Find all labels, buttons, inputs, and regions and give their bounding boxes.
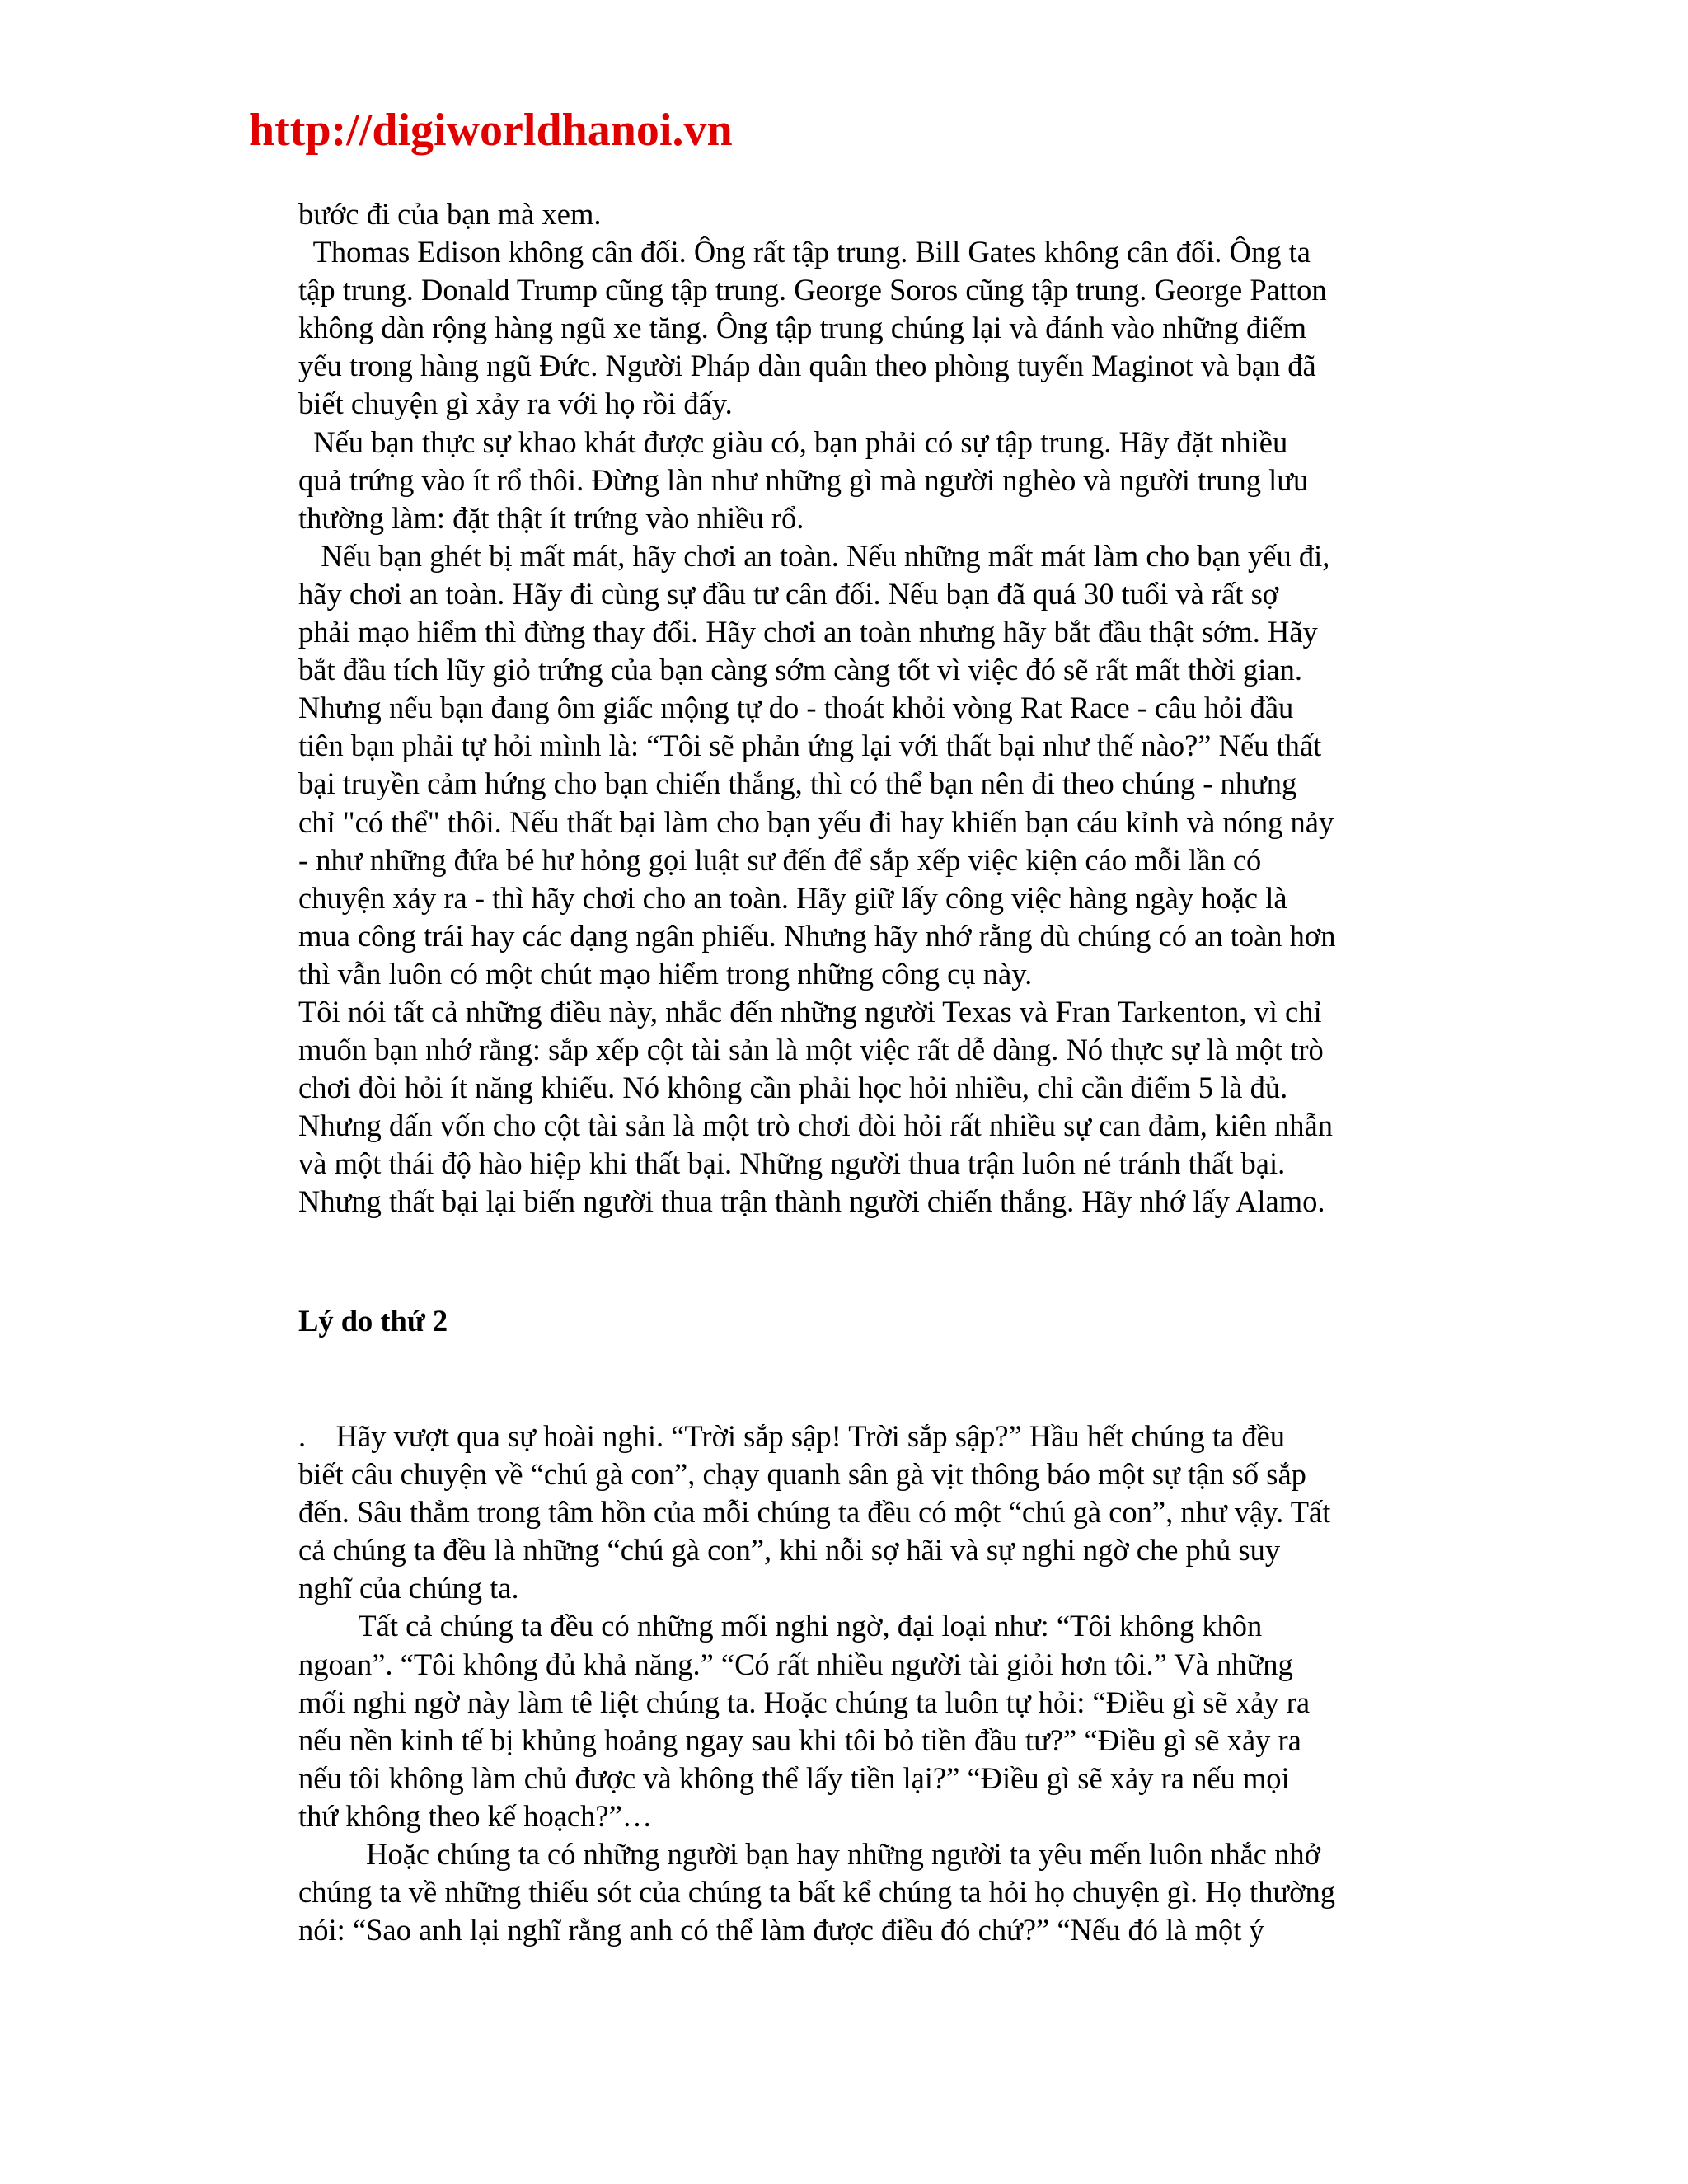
text-line: Nhưng thất bại lại biến người thua trận thành người chiến thắng. Hãy nhớ lấy Alamo.: [298, 1184, 1325, 1219]
text-line: quả trứng vào ít rổ thôi. Đừng làn như những gì mà người nghèo và người trung lưu: [298, 462, 1309, 497]
text-line: nếu nền kinh tế bị khủng hoảng ngay sau khi tôi bỏ tiền đầu tư?” “Điều gì sẽ xảy ra: [298, 1722, 1301, 1757]
section-2-body: [298, 1418, 1448, 1949]
text-line: Nếu bạn ghét bị mất mát, hãy chơi an toàn. Nếu những mất mát làm cho bạn yếu đi,: [298, 538, 1330, 573]
text-line: bại truyền cảm hứng cho bạn chiến thắng, thì có thể bạn nên đi theo chúng - nhưng: [298, 766, 1297, 801]
text-line: tập trung. Donald Trump cũng tập trung. George Soros cũng tập trung. George Patton: [298, 273, 1327, 307]
text-line: mua công trái hay các dạng ngân phiếu. Nhưng hãy nhớ rằng dù chúng có an toàn hơn: [298, 918, 1336, 953]
text-line: thứ không theo kế hoạch?”…: [298, 1798, 653, 1833]
text-line: nói: “Sao anh lại nghĩ rằng anh có thể làm được điều đó chứ?” “Nếu đó là một ý: [298, 1913, 1264, 1947]
text-line: hãy chơi an toàn. Hãy đi cùng sự đầu tư cân đối. Nếu bạn đã quá 30 tuổi và rất sợ: [298, 576, 1279, 611]
text-line: cả chúng ta đều là những “chú gà con”, khi nỗi sợ hãi và sự nghi ngờ che phủ suy: [298, 1533, 1281, 1568]
text-line: thì vẫn luôn có một chút mạo hiểm trong những công cụ này.: [298, 956, 1033, 991]
text-line: chơi đòi hỏi ít năng khiếu. Nó không cần phải học hỏi nhiều, chỉ cần điểm 5 là đủ.: [298, 1071, 1288, 1105]
text-line: phải mạo hiểm thì đừng thay đổi. Hãy chơi an toàn nhưng hãy bắt đầu thật sớm. Hãy: [298, 615, 1318, 649]
text-line: biết chuyện gì xảy ra với họ rồi đấy.: [298, 387, 733, 421]
header-url: http://digiworldhanoi.vn: [249, 105, 733, 156]
text-line: nghĩ của chúng ta.: [298, 1571, 519, 1605]
text-line: Tôi nói tất cả những điều này, nhắc đến những người Texas và Fran Tarkenton, vì chỉ: [298, 994, 1322, 1029]
text-line: Nếu bạn thực sự khao khát được giàu có, bạn phải có sự tập trung. Hãy đặt nhiều: [298, 424, 1288, 459]
section-1-body: [298, 195, 1448, 1221]
text-line: thường làm: đặt thật ít trứng vào nhiều rổ.: [298, 500, 804, 535]
text-line: . Hãy vượt qua sự hoài nghi. “Trời sắp sập! Trời sắp sập?” Hầu hết chúng ta đều: [298, 1419, 1286, 1453]
text-line: đến. Sâu thẳm trong tâm hồn của mỗi chúng ta đều có một “chú gà con”, như vậy. Tất: [298, 1495, 1331, 1530]
text-line: và một thái độ hào hiệp khi thất bại. Những người thua trận luôn né tránh thất bại.: [298, 1146, 1286, 1181]
text-line: bước đi của bạn mà xem.: [298, 197, 602, 231]
text-line: biết câu chuyện về “chú gà con”, chạy quanh sân gà vịt thông báo một sự tận số sắp: [298, 1457, 1306, 1492]
text-line: chuyện xảy ra - thì hãy chơi cho an toàn. Hãy giữ lấy công việc hàng ngày hoặc là: [298, 880, 1287, 915]
text-line: chỉ "có thể" thôi. Nếu thất bại làm cho bạn yếu đi hay khiến bạn cáu kỉnh và nóng nảy: [298, 804, 1334, 839]
text-line: Thomas Edison không cân đối. Ông rất tập trung. Bill Gates không cân đối. Ông ta: [298, 235, 1311, 269]
text-line: Hoặc chúng ta có những người bạn hay những người ta yêu mến luôn nhắc nhở: [298, 1837, 1320, 1872]
text-line: nếu tôi không làm chủ được và không thể lấy tiền lại?” “Điều gì sẽ xảy ra nếu mọi: [298, 1760, 1290, 1795]
text-line: Nhưng nếu bạn đang ôm giấc mộng tự do - thoát khỏi vòng Rat Race - câu hỏi đầu: [298, 691, 1294, 725]
text-line: chúng ta về những thiếu sót của chúng ta bất kể chúng ta hỏi họ chuyện gì. Họ thường: [298, 1875, 1336, 1910]
text-line: mối nghi ngờ này làm tê liệt chúng ta. Hoặc chúng ta luôn tự hỏi: “Điều gì sẽ xảy ra: [298, 1685, 1311, 1719]
text-line: tiên bạn phải tự hỏi mình là: “Tôi sẽ phản ứng lại với thất bại như thế nào?” Nếu thất: [298, 729, 1322, 763]
text-line: muốn bạn nhớ rằng: sắp xếp cột tài sản là một việc rất dễ dàng. Nó thực sự là một trò: [298, 1033, 1324, 1067]
text-line: không dàn rộng hàng ngũ xe tăng. Ông tập trung chúng lại và đánh vào những điểm: [298, 311, 1307, 345]
text-line: yếu trong hàng ngũ Đức. Người Pháp dàn quân theo phòng tuyến Maginot và bạn đã: [298, 349, 1316, 383]
text-line: Nhưng dấn vốn cho cột tài sản là một trò chơi đòi hỏi rất nhiều sự can đảm, kiên nhẫn: [298, 1108, 1333, 1143]
text-line: Tất cả chúng ta đều có những mối nghi ngờ, đại loại như: “Tôi không khôn: [298, 1609, 1263, 1643]
section-heading: Lý do thứ 2: [298, 1304, 448, 1338]
text-line: bắt đầu tích lũy giỏ trứng của bạn càng sớm càng tốt vì việc đó sẽ rất mất thời gian.: [298, 653, 1302, 687]
text-line: ngoan”. “Tôi không đủ khả năng.” “Có rất nhiều người tài giỏi hơn tôi.” Và những: [298, 1647, 1293, 1681]
text-line: - như những đứa bé hư hỏng gọi luật sư đến để sắp xếp việc kiện cáo mỗi lần có: [298, 842, 1262, 877]
